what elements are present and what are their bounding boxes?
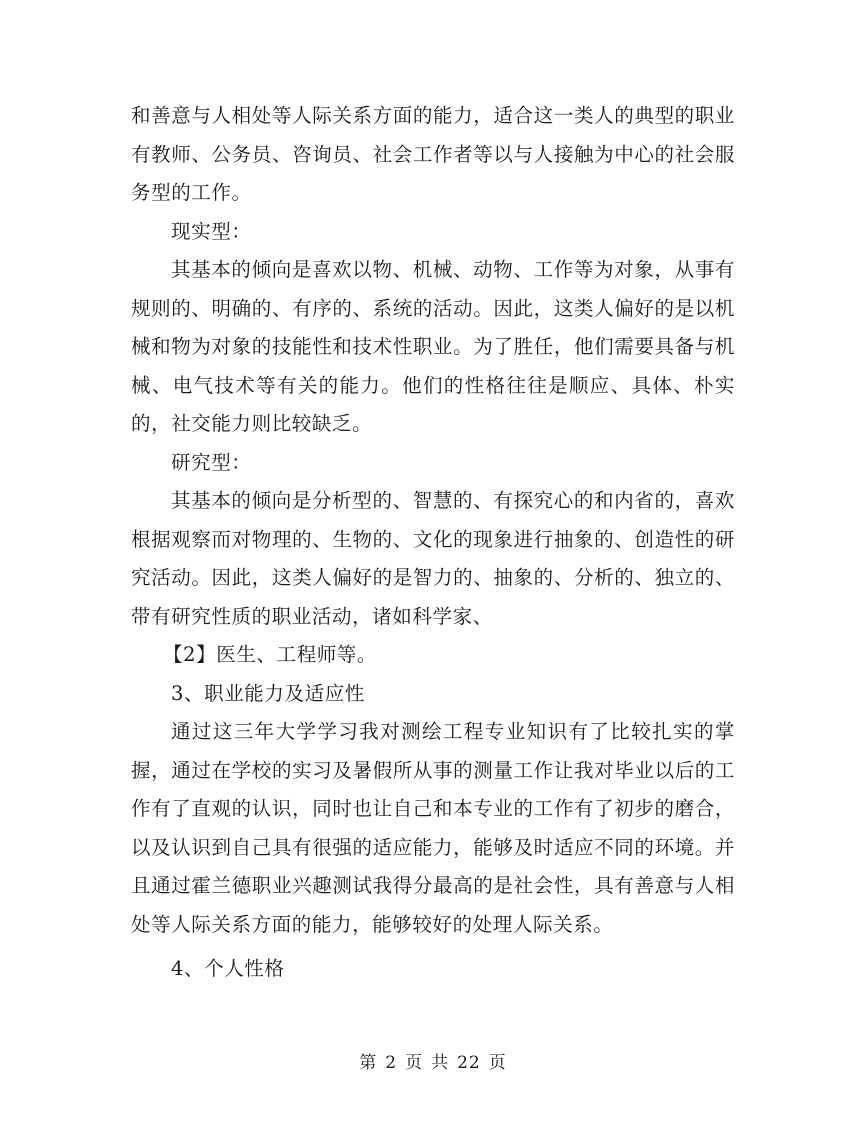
footer-label-of: 页 [405, 1053, 424, 1073]
footer-label-page: 第 [359, 1053, 378, 1073]
paragraph-ability: 通过这三年大学学习我对测绘工程专业知识有了比较扎实的掌握，通过在学校的实习及暑假所从事的测量工作让我对毕业以后的工作有了直观的认识，同时也让自己和本专业的工作有了初步的磨合，以及认识到自己具有很强的适应能力，能够及时适应不同的环境。并且通过霍兰德职业兴趣测试我得分最高的是社会性，具有善意与人相处等人际关系方面的能力，能够较好的处理人际关系。 [131, 720, 735, 936]
paragraph-investigative-type: 其基本的倾向是分析型的、智慧的、有探究心的和内省的，喜欢根据观察而对物理的、生物的、文化的现象进行抽象的、创造性的研究活动。因此，这类人偏好的是智力的、抽象的、分析的、独立的、带有研究性质的职业活动，诸如科学家、 [131, 489, 735, 628]
footer-current-page: 2 [385, 1053, 398, 1073]
paragraph-reference-note: 【2】医生、工程师等。 [163, 643, 378, 666]
subheading-investigative-type: 研究型： [171, 450, 252, 474]
paragraph-continuation: 和善意与人相处等人际关系方面的能力，适合这一类人的典型的职业有教师、公务员、咨询员、社会工作者等以与人接触为中心的社会服务型的工作。 [131, 104, 735, 204]
footer-label-end: 页 [488, 1053, 507, 1073]
document-body [131, 97, 735, 989]
section-heading-personality: 4、个人性格 [171, 957, 285, 980]
footer-label-total: 共 [431, 1053, 450, 1073]
footer-total-pages: 22 [457, 1053, 481, 1073]
paragraph-realistic-type: 其基本的倾向是喜欢以物、机械、动物、工作等为对象，从事有规则的、明确的、有序的、系统的活动。因此，这类人偏好的是以机械和物为对象的技能性和技术性职业。为了胜任，他们需要具备与机械、电气技术等有关的能力。他们的性格往往是顺应、具体、朴实的，社交能力则比较缺乏。 [131, 258, 735, 435]
subheading-realistic-type: 现实型： [171, 219, 252, 243]
section-heading-ability: 3、职业能力及适应性 [171, 681, 365, 705]
page-footer [0, 1048, 866, 1073]
